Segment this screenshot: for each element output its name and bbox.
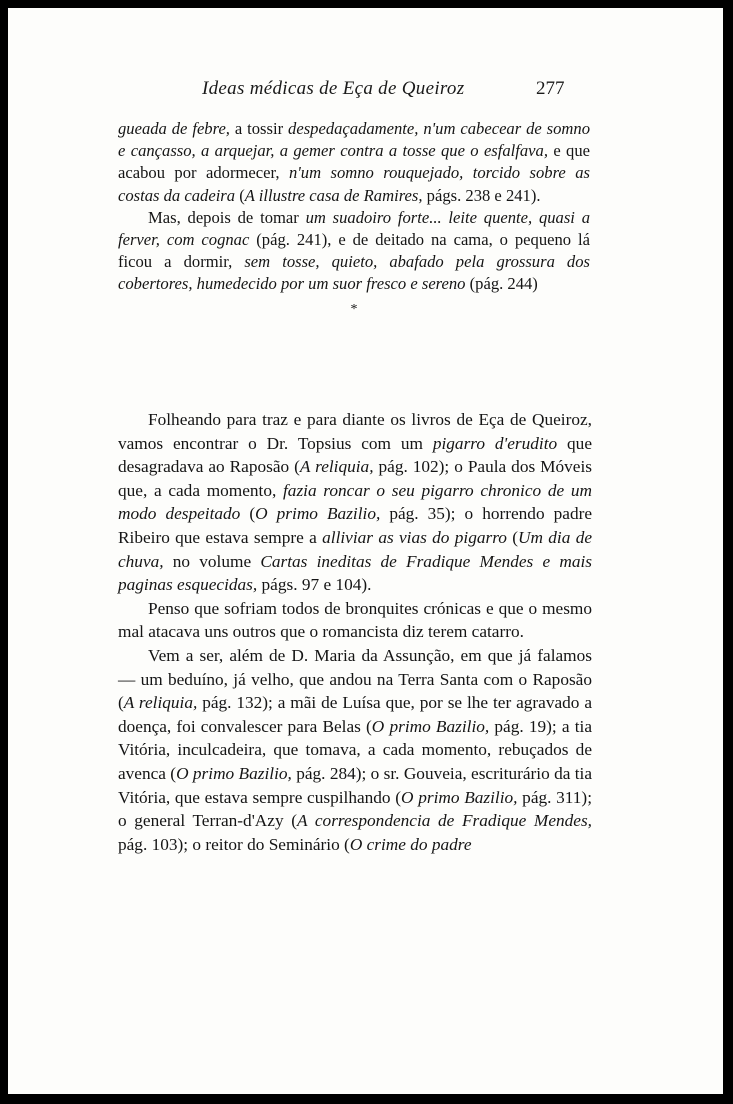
text-run: (pág. 244) — [465, 274, 538, 294]
text-run: Penso que sofriam todos de bronquites crónicas e que o mesmo mal atacava uns outros que o romancista diz terem catarro. — [118, 598, 592, 642]
text-run: Vem a ser, além de D. Maria da Assunção, em que já falamos — um beduíno, já velho, que andou na Terra Santa com o Raposão ( — [118, 645, 592, 713]
paragraph — [118, 207, 590, 296]
paragraph — [118, 118, 590, 207]
paragraph — [118, 597, 592, 644]
section-separator: * — [350, 301, 358, 317]
italic-text-run: O primo Bazilio, — [371, 716, 490, 736]
paragraph — [118, 644, 592, 856]
paragraph — [118, 408, 592, 597]
italic-text-run: Um dia de chuva, — [118, 527, 593, 571]
text-run: págs. 97 e 104). — [257, 575, 372, 595]
italic-text-run: O primo Bazilio, — [176, 763, 292, 783]
italic-text-run: O primo Bazilio, — [255, 504, 381, 524]
text-run: pág. 35); o horrendo padre Ribeiro que estava sempre a — [118, 504, 593, 547]
text-run: e que acabou por adormecer, — [118, 141, 590, 183]
italic-text-run: gueada de febre, — [118, 119, 230, 138]
italic-text-run: A correspondencia de Fradique Mendes, — [297, 811, 592, 831]
italic-text-run: alliviar as vias do pigarro — [322, 527, 507, 547]
italic-text-run: despedaçadamente, n'um cabecear de somno e cançasso, a arquejar, a gemer contra a tosse que o esfalfava, — [118, 119, 590, 161]
italic-text-run: O primo Bazilio, — [401, 787, 518, 807]
text-run: Folheando para traz e para diante os livros de Eça de Queiroz, vamos encontrar o Dr. Topsius com um — [118, 410, 592, 453]
text-run: pág. 132); a mãi de Luísa que, por se lhe ter agravado a doença, foi convalescer para Belas ( — [118, 693, 592, 736]
text-run: a tossir — [229, 119, 289, 138]
text-run: pág. 102); o Paula dos Móveis que, a cada momento, — [118, 457, 593, 500]
italic-text-run: n'um somno rouquejado, torcido sobre as costas da cadeira — [118, 163, 590, 205]
italic-text-run: O crime do padre — [349, 834, 472, 854]
text-block-main — [118, 408, 592, 856]
italic-text-run: A reliquia, — [123, 693, 198, 713]
italic-text-run: fazia roncar o seu pigarro chronico de um modo despeitado — [118, 480, 592, 524]
text-run: pág. 103); o reitor do Seminário ( — [118, 834, 350, 854]
text-run: pág. 311); o general Terran-d'Azy ( — [118, 787, 592, 831]
text-run: ( — [240, 504, 256, 524]
text-block-top — [118, 118, 590, 348]
text-run: ( — [506, 527, 519, 547]
page-number: 277 — [536, 78, 565, 99]
text-run: pág. 284); o sr. Gouveia, escriturário da tia Vitória, que estava sempre cuspilhando ( — [118, 763, 593, 807]
text-run: ( — [235, 185, 245, 205]
text-run: no volume — [163, 551, 261, 571]
italic-text-run: A reliquia, — [299, 457, 374, 477]
italic-text-run: A illustre casa de Ramires, — [244, 185, 423, 205]
text-run: que desagradava ao Raposão ( — [118, 433, 592, 477]
page-header — [8, 78, 723, 108]
italic-text-run: pigarro d'erudito — [432, 433, 558, 453]
italic-text-run: um suadoiro forte... leite quente, quasi a ferver, com cognac — [118, 207, 591, 250]
running-title: Ideas médicas de Eça de Queiroz — [202, 78, 465, 99]
text-run: (pág. 241), e de deitado na cama, o pequeno lá ficou a dormir, — [118, 230, 590, 272]
book-page — [8, 8, 723, 1094]
text-run: pág. 19); a tia Vitória, inculcadeira, que tomava, a cada momento, rebuçados de avenca ( — [118, 716, 592, 783]
italic-text-run: Cartas ineditas de Fradique Mendes e mais paginas esquecidas, — [118, 551, 593, 595]
text-run: Mas, depois de tomar — [148, 207, 306, 227]
italic-text-run: sem tosse, quieto, abafado pela grossura dos cobertores, humedecido por um suor fresco e sereno — [118, 252, 590, 294]
text-run: págs. 238 e 241). — [422, 185, 541, 205]
